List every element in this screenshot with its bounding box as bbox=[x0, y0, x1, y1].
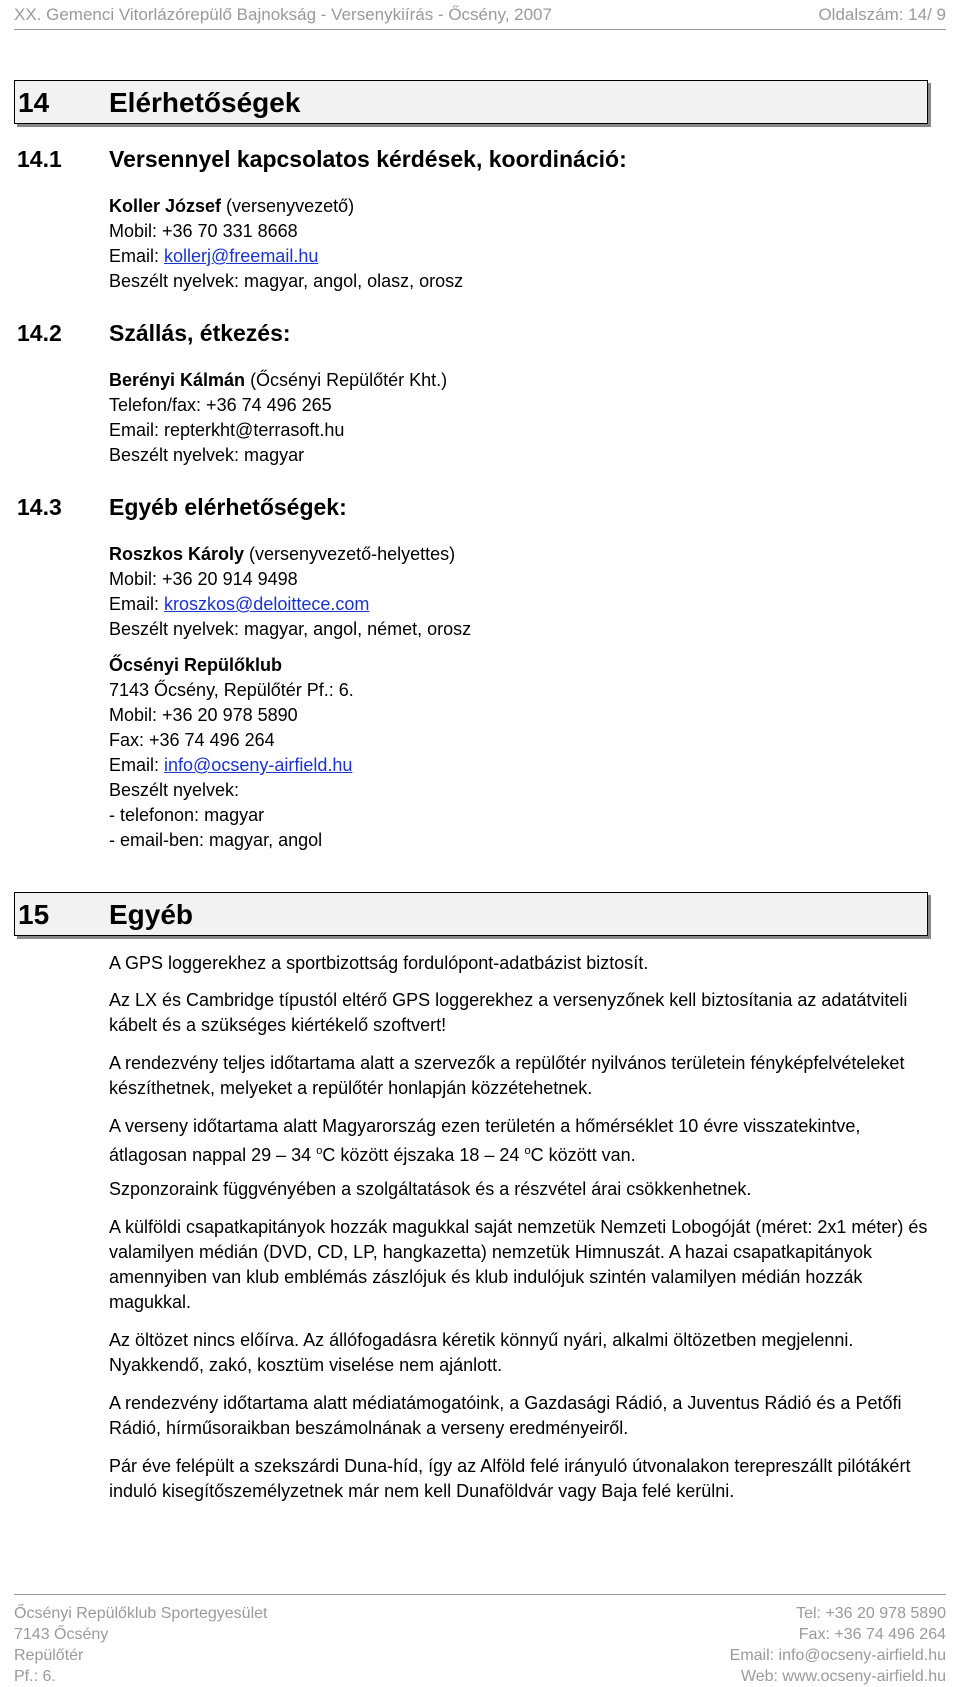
paragraph-sponsors: Szponzoraink függvényében a szolgáltatások és a részvétel árai csökkenhetnek. bbox=[109, 1179, 752, 1199]
temp-text-a: A verseny időtartama alatt Magyarország ezen területén a hőmérséklet 10 évre visszatekintve, átlagosan nappal 29 – 34 bbox=[109, 1116, 861, 1165]
footer-line: Email: info@ocseny-airfield.hu bbox=[729, 1647, 946, 1664]
club-fax: Fax: +36 74 496 264 bbox=[109, 730, 275, 750]
club-languages: Beszélt nyelvek: bbox=[109, 780, 240, 800]
club-lang-phone: - telefonon: magyar bbox=[109, 805, 265, 825]
club-email-line bbox=[109, 755, 352, 776]
contact-role: (Őcsényi Repülőtér Kht.) bbox=[245, 370, 448, 390]
footer-line: Repülőtér bbox=[14, 1647, 84, 1664]
contact-role: (versenyvezető-helyettes) bbox=[244, 544, 456, 564]
club-lang-email: - email-ben: magyar, angol bbox=[109, 830, 323, 850]
page-header bbox=[14, 3, 946, 30]
paragraph-logger: Az LX és Cambridge típustól eltérő GPS loggerekhez a versenyzőnek kell biztosítania az adatátviteli kábelt és a szükséges kiértékelő szoftvert! bbox=[109, 990, 908, 1035]
temp-text-c: C között van. bbox=[530, 1145, 636, 1165]
club-mobile: Mobil: +36 20 978 5890 bbox=[109, 705, 298, 725]
footer-line: 7143 Őcsény bbox=[14, 1626, 109, 1643]
email-label: Email: bbox=[109, 755, 165, 775]
degree-mark: o bbox=[524, 1145, 531, 1157]
paragraph-bridge: Pár éve felépült a szekszárdi Duna-híd, így az Alföld felé irányuló útvonalakon terepreszállt pilótákért induló kisegítőszemélyzetnek már nem kell Dunaföldvár vagy Baja felé kerülni. bbox=[109, 1456, 911, 1501]
contact-name-line bbox=[109, 196, 354, 217]
email-label: Email: bbox=[109, 594, 165, 614]
footer-address bbox=[14, 1603, 267, 1687]
email-link[interactable]: kollerj@freemail.hu bbox=[164, 246, 319, 266]
subsection-number: 14.2 bbox=[17, 320, 62, 346]
contact-phone: Telefon/fax: +36 74 496 265 bbox=[109, 395, 332, 415]
email-label: Email: bbox=[109, 246, 165, 266]
contact-mobile: Mobil: +36 70 331 8668 bbox=[109, 221, 298, 241]
email-link[interactable]: kroszkos@deloittece.com bbox=[164, 594, 370, 614]
paragraph-gps: A GPS loggerekhez a sportbizottság fordulópont-adatbázist biztosít. bbox=[109, 953, 649, 973]
subsection-number: 14.3 bbox=[17, 494, 62, 520]
page-number: Oldalszám: 14/ 9 bbox=[818, 5, 946, 24]
contact-email-line bbox=[109, 594, 369, 615]
document-title: XX. Gemenci Vitorlázórepülő Bajnokság - Versenykiírás - Őcsény, 2007 bbox=[14, 5, 552, 24]
paragraph-photos: A rendezvény teljes időtartama alatt a szervezők a repülőtér nyilvános területein fényképfelvételeket készíthetnek, melyeket a repülőtér honlapján közzétehetnek. bbox=[109, 1053, 905, 1098]
club-email-link[interactable]: info@ocseny-airfield.hu bbox=[164, 755, 353, 775]
subsection-title: Egyéb elérhetőségek: bbox=[109, 494, 347, 520]
contact-name: Koller József bbox=[109, 196, 222, 216]
contact-role: (versenyvezető) bbox=[221, 196, 355, 216]
subsection-title: Szállás, étkezés: bbox=[109, 320, 291, 346]
club-name-text: Őcsényi Repülőklub bbox=[109, 655, 283, 675]
section-14-heading bbox=[14, 80, 928, 124]
contact-languages: Beszélt nyelvek: magyar bbox=[109, 445, 305, 465]
subsection-number: 14.1 bbox=[17, 146, 62, 172]
footer-line: Pf.: 6. bbox=[14, 1668, 56, 1685]
temp-text-b: C között éjszaka 18 – 24 bbox=[322, 1145, 525, 1165]
contact-email: Email: repterkht@terrasoft.hu bbox=[109, 420, 345, 440]
club-name bbox=[109, 655, 282, 676]
section-15-heading bbox=[14, 892, 928, 936]
paragraph-media: A rendezvény időtartama alatt médiatámogatóink, a Gazdasági Rádió, a Juventus Rádió és a Petőfi Rádió, hírműsoraikban beszámolnának a verseny eredményeiről. bbox=[109, 1393, 902, 1438]
contact-languages: Beszélt nyelvek: magyar, angol, olasz, orosz bbox=[109, 271, 464, 291]
club-address: 7143 Őcsény, Repülőtér Pf.: 6. bbox=[109, 680, 354, 700]
footer-line: Tel: +36 20 978 5890 bbox=[796, 1605, 946, 1622]
degree-mark: o bbox=[316, 1145, 323, 1157]
section-title: Elérhetőségek bbox=[109, 87, 301, 118]
contact-name-line bbox=[109, 370, 447, 391]
section-number: 14 bbox=[18, 87, 50, 118]
footer-line: Fax: +36 74 496 264 bbox=[798, 1626, 946, 1643]
footer-line: Web: www.ocseny-airfield.hu bbox=[740, 1668, 946, 1685]
paragraph-dress: Az öltözet nincs előírva. Az állófogadásra kéretik könnyű nyári, alkalmi öltözetben megjelenni. Nyakkendő, zakó, kosztüm viselése nem ajánlott. bbox=[109, 1330, 854, 1375]
contact-languages: Beszélt nyelvek: magyar, angol, német, orosz bbox=[109, 619, 472, 639]
contact-mobile: Mobil: +36 20 914 9498 bbox=[109, 569, 298, 589]
footer-line: Őcsényi Repülőklub Sportegyesület bbox=[14, 1605, 268, 1622]
contact-name-line bbox=[109, 544, 455, 565]
paragraph-temperature bbox=[109, 1114, 929, 1168]
contact-name: Berényi Kálmán bbox=[109, 370, 246, 390]
contact-name: Roszkos Károly bbox=[109, 544, 245, 564]
footer-contacts bbox=[730, 1603, 946, 1687]
section-number: 15 bbox=[18, 899, 50, 930]
page-footer bbox=[14, 1594, 946, 1685]
subsection-title: Versennyel kapcsolatos kérdések, koordináció: bbox=[109, 146, 627, 172]
contact-email-line bbox=[109, 246, 318, 267]
paragraph-flags: A külföldi csapatkapitányok hozzák magukkal saját nemzetük Nemzeti Lobogóját (méret: 2x1 méter) és valamilyen médián (DVD, CD, LP, hangkazetta) nemzetük Himnuszát. A hazai csapatkapitányok amennyiben van klub emblémás zászlójuk és klub indulójuk szintén valamilyen médián hozzák magukkal. bbox=[109, 1217, 928, 1312]
section-title: Egyéb bbox=[109, 899, 194, 930]
